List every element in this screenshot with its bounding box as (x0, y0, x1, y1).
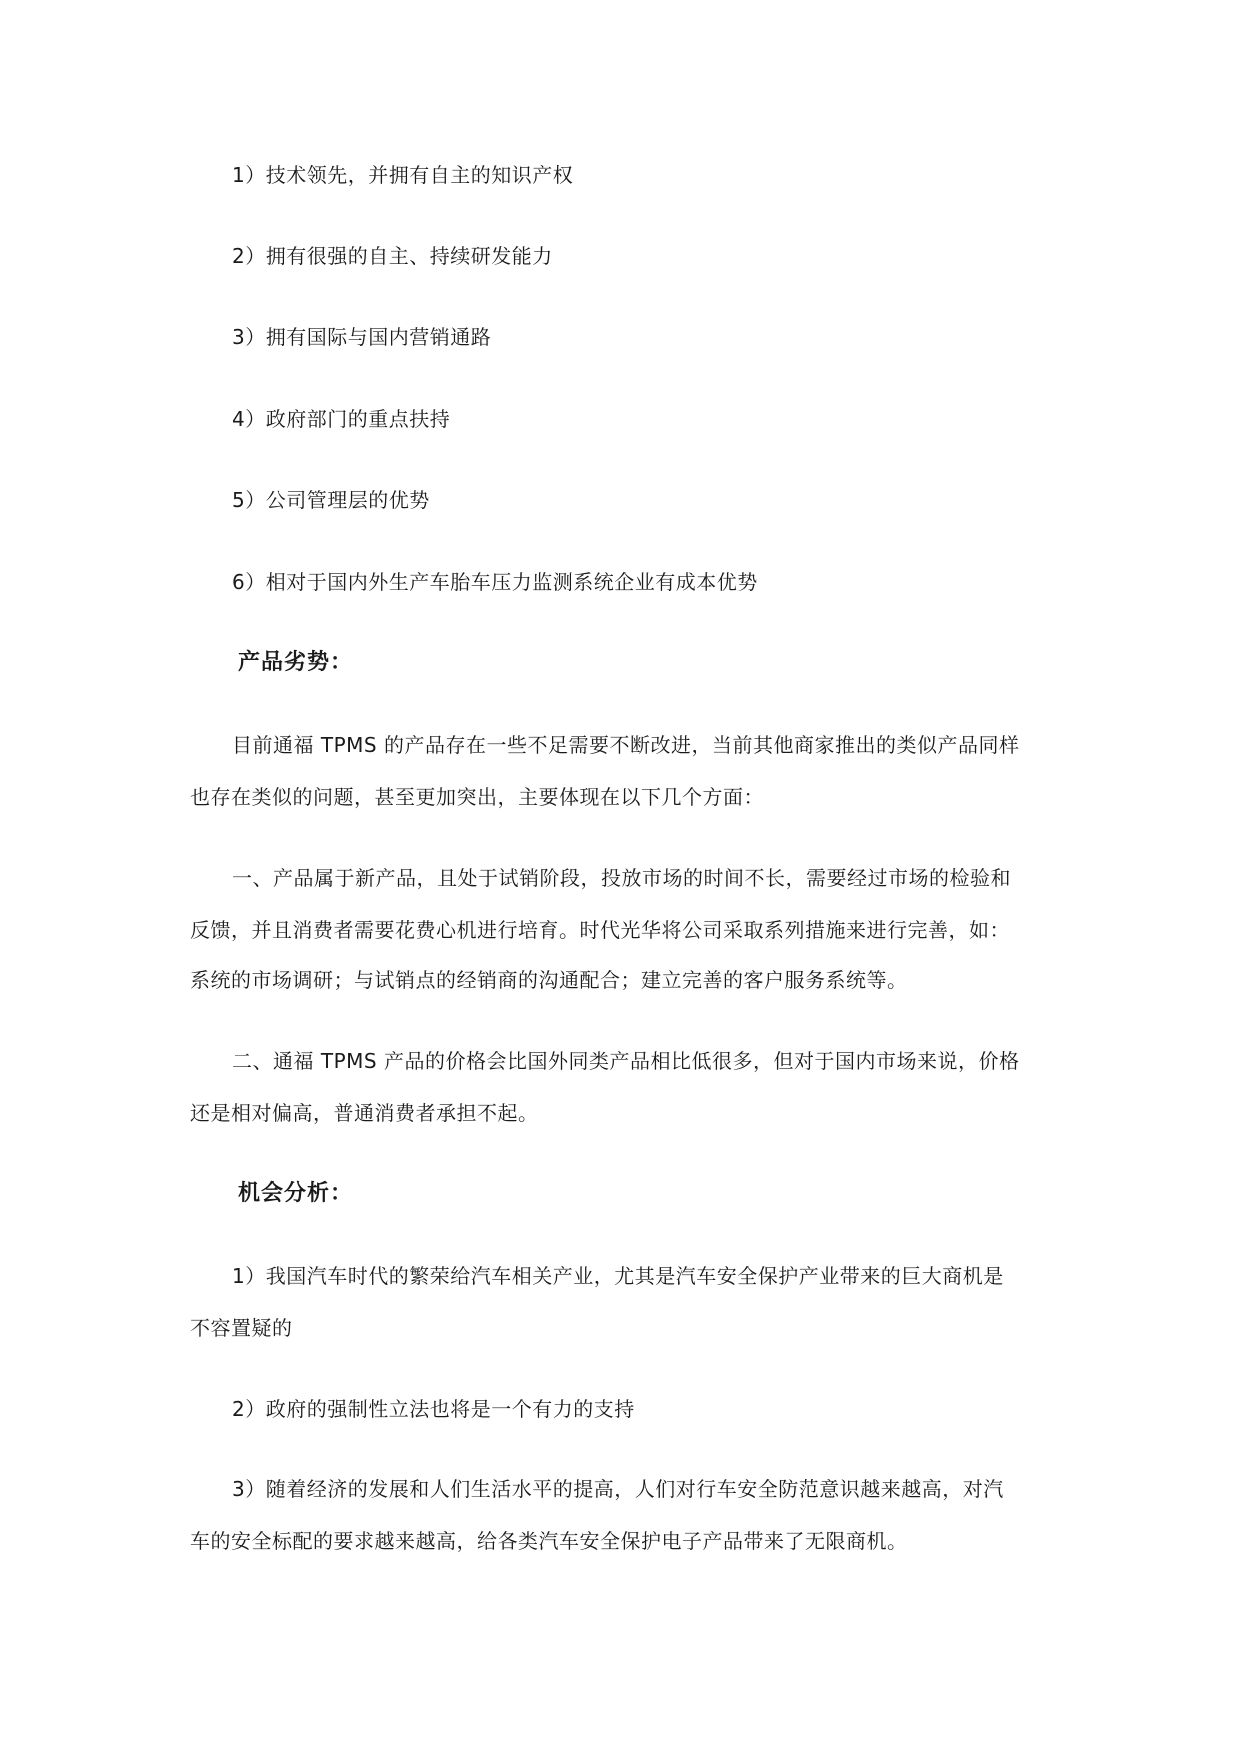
weakness-point2-line-1: 二、通福 TPMS 产品的价格会比国外同类产品相比低很多，但对于国内市场来说，价格 (232, 1049, 1020, 1073)
strength-item-5: 5）公司管理层的优势 (232, 488, 430, 512)
opportunity-item2-line-1: 2）政府的强制性立法也将是一个有力的支持 (232, 1397, 635, 1421)
opportunity-item3-line-1: 3）随着经济的发展和人们生活水平的提高，人们对行车安全防范意识越来越高，对汽 (232, 1477, 1004, 1501)
weakness-intro-line-2: 也存在类似的问题，甚至更加突出，主要体现在以下几个方面： (190, 785, 764, 809)
weakness-point1-line-3: 系统的市场调研；与试销点的经销商的沟通配合；建立完善的客户服务系统等。 (190, 968, 908, 992)
strength-item-1: 1）技术领先，并拥有自主的知识产权 (232, 163, 574, 187)
weakness-point2-line-2: 还是相对偏高，普通消费者承担不起。 (190, 1101, 539, 1125)
weakness-point1-line-1: 一、产品属于新产品，且处于试销阶段，投放市场的时间不长，需要经过市场的检验和 (232, 866, 1011, 890)
opportunity-item1-line-1: 1）我国汽车时代的繁荣给汽车相关产业，尤其是汽车安全保护产业带来的巨大商机是 (232, 1264, 1004, 1288)
opportunity-item1-line-2: 不容置疑的 (190, 1316, 293, 1340)
strength-item-3: 3）拥有国际与国内营销通路 (232, 325, 492, 349)
opportunity-heading: 机会分析： (238, 1181, 354, 1206)
strength-item-2: 2）拥有很强的自主、持续研发能力 (232, 244, 553, 268)
weakness-intro-line-1: 目前通福 TPMS 的产品存在一些不足需要不断改进，当前其他商家推出的类似产品同样 (232, 733, 1020, 757)
strength-item-6: 6）相对于国内外生产车胎车压力监测系统企业有成本优势 (232, 570, 758, 594)
weakness-point1-line-2: 反馈，并且消费者需要花费心机进行培育。时代光华将公司采取系列措施来进行完善，如： (190, 918, 1010, 942)
opportunity-item3-line-2: 车的安全标配的要求越来越高，给各类汽车安全保护电子产品带来了无限商机。 (190, 1529, 908, 1553)
weakness-heading: 产品劣势： (238, 650, 354, 675)
strength-item-4: 4）政府部门的重点扶持 (232, 407, 451, 431)
